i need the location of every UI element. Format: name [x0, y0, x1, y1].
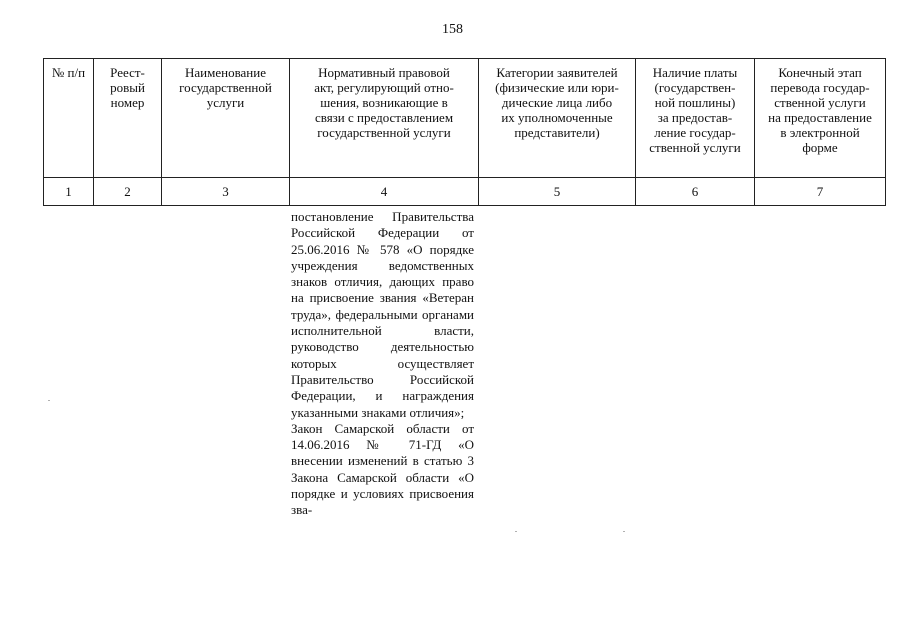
header-label: Конечный этап перевода государ- ственной услуги на предоставление в электронной форме: [768, 65, 872, 155]
column-number-cell: 5: [479, 178, 636, 206]
header-final-stage: [755, 59, 886, 178]
legal-act-paragraph: постановление Правительства Российской Федерации от 25.06.2016 № 578 «О порядке учреждения ведомственных знаков отличия, дающих право на присвоение звания «Ветеран труда», федеральными органами исполнительной власти, руководство деятельностью которых осуществляет Правительство Российской Федерации, и награждения указанными знаками отличия»;: [291, 209, 474, 420]
header-registry-number: [94, 59, 162, 178]
legal-act-paragraph: Закон Самарской области от 14.06.2016 № 71-ГД «О внесении изменений в статью 3 Закона Самарской области «О порядке и условиях присвоения зва-: [291, 420, 474, 518]
header-label: Реест- ровый номер: [110, 65, 145, 110]
header-label: Наименование государственной услуги: [179, 65, 272, 110]
column-number-cell: 7: [755, 178, 886, 206]
column-number-cell: 2: [94, 178, 162, 206]
header-number: [44, 59, 94, 178]
header-service-name: [162, 59, 290, 178]
column-number-cell: 4: [290, 178, 479, 206]
column-number-cell: 3: [162, 178, 290, 206]
header-legal-act: [290, 59, 479, 178]
column-number-cell: 6: [636, 178, 755, 206]
table-header-row: [44, 59, 886, 178]
header-label: № п/п: [51, 65, 86, 80]
column-number-cell: 1: [44, 178, 94, 206]
header-fee: [636, 59, 755, 178]
header-label: Наличие платы (государствен- ной пошлины) за предостав- ление государ- ственной услуги: [649, 65, 741, 155]
services-table: [43, 58, 886, 206]
header-label: Нормативный правовой акт, регулирующий отно- шения, возникающие в связи с предоставлением государственной услуги: [314, 65, 454, 140]
scan-speck: [48, 400, 50, 401]
legal-act-text-column: [291, 209, 474, 519]
scan-speck: [623, 531, 625, 532]
page-number: 158: [442, 22, 463, 37]
header-applicant-categories: [479, 59, 636, 178]
scan-speck: [515, 531, 517, 532]
header-label: Категории заявителей (физические или юри- дические лица либо их уполномоченные представители): [495, 65, 619, 140]
column-number-row: [44, 178, 886, 206]
